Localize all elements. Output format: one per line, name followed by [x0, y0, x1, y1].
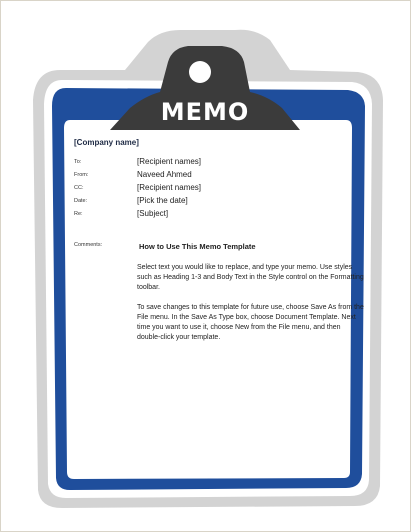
- memo-body-heading: How to Use This Memo Template: [139, 242, 256, 251]
- memo-title: MEMO: [160, 98, 250, 126]
- field-value-to[interactable]: [Recipient names]: [137, 157, 202, 166]
- company-name[interactable]: [Company name]: [74, 138, 139, 147]
- field-label: From:: [74, 172, 89, 178]
- field-label: To:: [74, 159, 82, 165]
- field-label: CC:: [74, 185, 84, 191]
- memo-body[interactable]: [137, 242, 364, 343]
- field-value-subject[interactable]: [Subject]: [137, 209, 169, 218]
- comments-section: [74, 242, 364, 343]
- field-row-cc: [74, 183, 364, 196]
- memo-body-paragraph: Select text you would like to replace, and type your memo. Use styles such as Heading 1-3 and Body Text in the Style control on the Formatting toolbar.: [137, 264, 364, 291]
- memo-body-paragraph: To save changes to this template for future use, choose Save As from the File menu. In the Save As Type box, choose Document Template. Next time you want to use it, choose New from the File menu, and then double-click your template.: [137, 304, 364, 341]
- field-value-date[interactable]: [Pick the date]: [137, 196, 188, 205]
- field-label: Date:: [74, 198, 88, 204]
- field-row-re: [74, 209, 364, 222]
- memo-content: [74, 138, 364, 353]
- comments-label: Comments:: [74, 242, 103, 248]
- field-value-from[interactable]: Naveed Ahmed: [137, 170, 192, 179]
- field-row-to: [74, 157, 364, 170]
- field-label: Re:: [74, 211, 83, 217]
- clip-hole-icon: [189, 61, 211, 83]
- field-value-cc[interactable]: [Recipient names]: [137, 183, 202, 192]
- field-row-date: [74, 196, 364, 209]
- field-row-from: [74, 170, 364, 183]
